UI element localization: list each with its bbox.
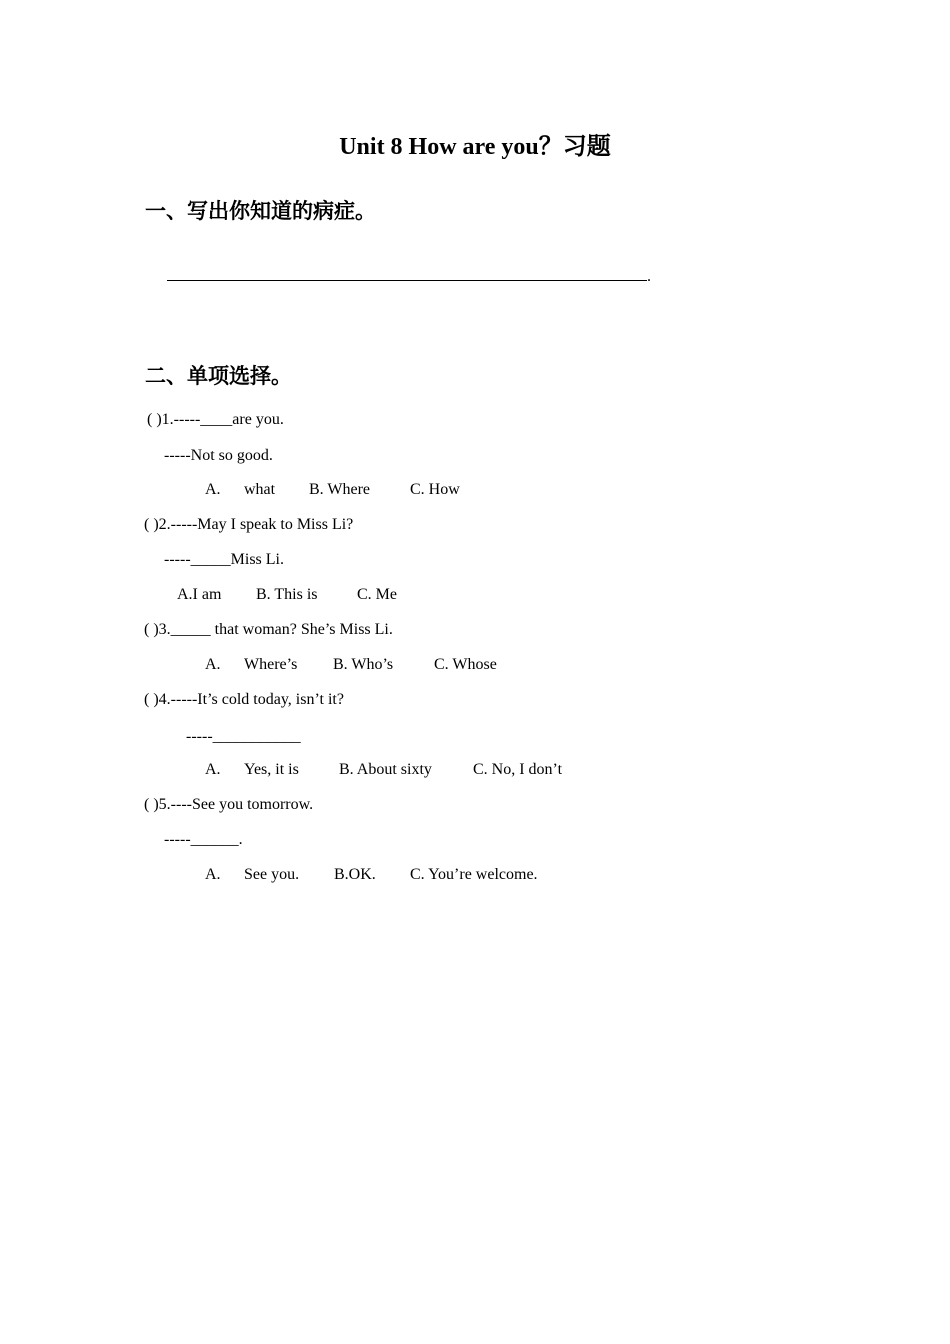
question-3-option-a-letter: A. <box>205 656 221 673</box>
question-3-option-a: Where’s <box>244 656 298 673</box>
question-3-option-b: B. Who’s <box>333 656 394 673</box>
page-title: Unit 8 How are you？习题 <box>339 134 611 160</box>
question-5-option-a-letter: A. <box>205 866 221 883</box>
answer-line-period: . <box>647 268 651 285</box>
question-1-prompt: ( )1.-----____are you. <box>147 411 284 428</box>
question-2-option-b: B. This is <box>256 586 318 603</box>
question-1-option-b: B. Where <box>309 481 371 498</box>
question-5-option-a: See you. <box>244 866 300 883</box>
question-4-option-a: Yes, it is <box>244 761 299 778</box>
question-1-reply: -----Not so good. <box>164 447 273 464</box>
question-4-option-c: C. No, I don’t <box>473 761 563 778</box>
question-2-option-c: C. Me <box>357 586 397 603</box>
section-2-heading: 二、单项选择。 <box>145 364 292 388</box>
question-3-option-c: C. Whose <box>434 656 497 673</box>
question-1-option-a: what <box>244 481 276 498</box>
question-1-option-a-letter: A. <box>205 481 221 498</box>
question-2-reply: -----_____Miss Li. <box>164 551 284 568</box>
question-5-option-c: C. You’re welcome. <box>410 866 538 883</box>
section-1-heading: 一、写出你知道的病症。 <box>145 199 376 223</box>
question-4-reply: -----___________ <box>186 728 301 745</box>
question-5-prompt: ( )5.----See you tomorrow. <box>144 796 314 813</box>
answer-underline[interactable] <box>167 264 647 281</box>
question-3-prompt: ( )3._____ that woman? She’s Miss Li. <box>144 621 393 638</box>
section-1-answer-line[interactable] <box>167 264 651 286</box>
question-5-option-b: B.OK. <box>334 866 376 883</box>
question-4-prompt: ( )4.-----It’s cold today, isn’t it? <box>144 691 344 708</box>
question-4-option-b: B. About sixty <box>339 761 432 778</box>
question-1-option-c: C. How <box>410 481 460 498</box>
question-4-option-a-letter: A. <box>205 761 221 778</box>
question-5-reply: -----______. <box>164 831 243 848</box>
question-2-option-a: A.I am <box>177 586 222 603</box>
question-2-prompt: ( )2.-----May I speak to Miss Li? <box>144 516 354 533</box>
